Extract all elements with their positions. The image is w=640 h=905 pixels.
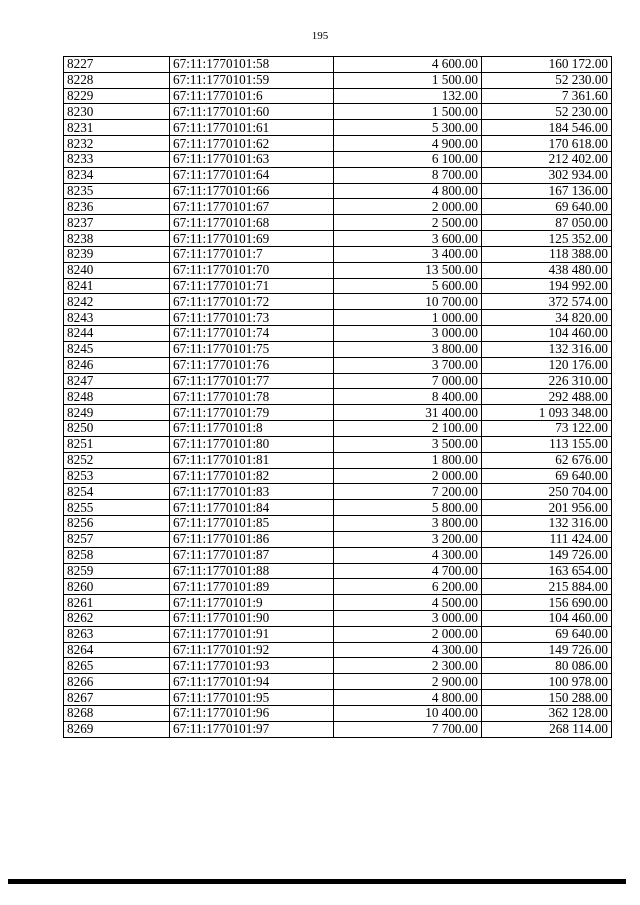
cadastral-number-cell: 67:11:1770101:66 xyxy=(170,183,334,199)
value-cell: 80 086.00 xyxy=(482,658,612,674)
table-row xyxy=(64,120,612,136)
value-cell: 1 093 348.00 xyxy=(482,405,612,421)
bottom-rule xyxy=(8,879,626,884)
cadastral-number-cell: 67:11:1770101:77 xyxy=(170,373,334,389)
table-row xyxy=(64,294,612,310)
cadastral-number-cell: 67:11:1770101:94 xyxy=(170,674,334,690)
cadastral-number-cell: 67:11:1770101:69 xyxy=(170,231,334,247)
value-cell: 87 050.00 xyxy=(482,215,612,231)
cadastral-number-cell: 67:11:1770101:63 xyxy=(170,151,334,167)
cadastral-number-cell: 67:11:1770101:60 xyxy=(170,104,334,120)
area-cell: 3 800.00 xyxy=(334,516,482,532)
table-row xyxy=(64,721,612,737)
table-row xyxy=(64,690,612,706)
cadastral-number-cell: 67:11:1770101:89 xyxy=(170,579,334,595)
value-cell: 113 155.00 xyxy=(482,436,612,452)
value-cell: 170 618.00 xyxy=(482,136,612,152)
table-row xyxy=(64,452,612,468)
area-cell: 3 800.00 xyxy=(334,341,482,357)
area-cell: 8 700.00 xyxy=(334,167,482,183)
cadastral-number-cell: 67:11:1770101:95 xyxy=(170,690,334,706)
value-cell: 104 460.00 xyxy=(482,326,612,342)
cadastral-number-cell: 67:11:1770101:92 xyxy=(170,642,334,658)
area-cell: 2 300.00 xyxy=(334,658,482,674)
row-number-cell: 8235 xyxy=(64,183,170,199)
value-cell: 73 122.00 xyxy=(482,421,612,437)
value-cell: 7 361.60 xyxy=(482,88,612,104)
area-cell: 7 700.00 xyxy=(334,721,482,737)
area-cell: 13 500.00 xyxy=(334,262,482,278)
value-cell: 184 546.00 xyxy=(482,120,612,136)
value-cell: 250 704.00 xyxy=(482,484,612,500)
table-row xyxy=(64,262,612,278)
row-number-cell: 8251 xyxy=(64,436,170,452)
area-cell: 3 500.00 xyxy=(334,436,482,452)
cadastral-number-cell: 67:11:1770101:64 xyxy=(170,167,334,183)
table-row xyxy=(64,595,612,611)
row-number-cell: 8260 xyxy=(64,579,170,595)
table-row xyxy=(64,500,612,516)
value-cell: 438 480.00 xyxy=(482,262,612,278)
row-number-cell: 8268 xyxy=(64,705,170,721)
value-cell: 120 176.00 xyxy=(482,357,612,373)
table-row xyxy=(64,136,612,152)
value-cell: 132 316.00 xyxy=(482,341,612,357)
value-cell: 149 726.00 xyxy=(482,547,612,563)
table-row xyxy=(64,642,612,658)
row-number-cell: 8262 xyxy=(64,610,170,626)
table-body xyxy=(64,57,612,738)
row-number-cell: 8269 xyxy=(64,721,170,737)
cadastral-number-cell: 67:11:1770101:74 xyxy=(170,326,334,342)
value-cell: 372 574.00 xyxy=(482,294,612,310)
row-number-cell: 8243 xyxy=(64,310,170,326)
table-row xyxy=(64,389,612,405)
area-cell: 31 400.00 xyxy=(334,405,482,421)
cadastral-number-cell: 67:11:1770101:79 xyxy=(170,405,334,421)
area-cell: 3 700.00 xyxy=(334,357,482,373)
cadastral-number-cell: 67:11:1770101:7 xyxy=(170,246,334,262)
cadastral-number-cell: 67:11:1770101:72 xyxy=(170,294,334,310)
area-cell: 1 500.00 xyxy=(334,72,482,88)
area-cell: 5 800.00 xyxy=(334,500,482,516)
row-number-cell: 8250 xyxy=(64,421,170,437)
page-number: 195 xyxy=(311,30,329,42)
area-cell: 10 400.00 xyxy=(334,705,482,721)
cadastral-number-cell: 67:11:1770101:67 xyxy=(170,199,334,215)
row-number-cell: 8254 xyxy=(64,484,170,500)
row-number-cell: 8231 xyxy=(64,120,170,136)
row-number-cell: 8227 xyxy=(64,57,170,73)
area-cell: 3 000.00 xyxy=(334,610,482,626)
area-cell: 4 600.00 xyxy=(334,57,482,73)
cadastral-number-cell: 67:11:1770101:58 xyxy=(170,57,334,73)
area-cell: 2 000.00 xyxy=(334,468,482,484)
cadastral-number-cell: 67:11:1770101:61 xyxy=(170,120,334,136)
row-number-cell: 8233 xyxy=(64,151,170,167)
table-row xyxy=(64,547,612,563)
row-number-cell: 8229 xyxy=(64,88,170,104)
value-cell: 104 460.00 xyxy=(482,610,612,626)
cadastral-number-cell: 67:11:1770101:91 xyxy=(170,626,334,642)
cadastral-number-cell: 67:11:1770101:9 xyxy=(170,595,334,611)
cadastral-number-cell: 67:11:1770101:85 xyxy=(170,516,334,532)
row-number-cell: 8230 xyxy=(64,104,170,120)
row-number-cell: 8242 xyxy=(64,294,170,310)
row-number-cell: 8249 xyxy=(64,405,170,421)
table-row xyxy=(64,341,612,357)
value-cell: 34 820.00 xyxy=(482,310,612,326)
value-cell: 62 676.00 xyxy=(482,452,612,468)
cadastral-number-cell: 67:11:1770101:87 xyxy=(170,547,334,563)
table-row xyxy=(64,104,612,120)
table-row xyxy=(64,531,612,547)
value-cell: 167 136.00 xyxy=(482,183,612,199)
value-cell: 302 934.00 xyxy=(482,167,612,183)
value-cell: 69 640.00 xyxy=(482,199,612,215)
table-row xyxy=(64,215,612,231)
row-number-cell: 8247 xyxy=(64,373,170,389)
row-number-cell: 8263 xyxy=(64,626,170,642)
value-cell: 268 114.00 xyxy=(482,721,612,737)
row-number-cell: 8238 xyxy=(64,231,170,247)
cadastral-number-cell: 67:11:1770101:84 xyxy=(170,500,334,516)
row-number-cell: 8237 xyxy=(64,215,170,231)
row-number-cell: 8266 xyxy=(64,674,170,690)
value-cell: 118 388.00 xyxy=(482,246,612,262)
table-row xyxy=(64,57,612,73)
cadastral-number-cell: 67:11:1770101:68 xyxy=(170,215,334,231)
table-row xyxy=(64,674,612,690)
area-cell: 4 800.00 xyxy=(334,183,482,199)
area-cell: 3 200.00 xyxy=(334,531,482,547)
value-cell: 125 352.00 xyxy=(482,231,612,247)
value-cell: 201 956.00 xyxy=(482,500,612,516)
row-number-cell: 8265 xyxy=(64,658,170,674)
table-row xyxy=(64,484,612,500)
cadastral-number-cell: 67:11:1770101:86 xyxy=(170,531,334,547)
value-cell: 52 230.00 xyxy=(482,104,612,120)
cadastral-number-cell: 67:11:1770101:76 xyxy=(170,357,334,373)
area-cell: 7 200.00 xyxy=(334,484,482,500)
value-cell: 132 316.00 xyxy=(482,516,612,532)
area-cell: 2 000.00 xyxy=(334,626,482,642)
area-cell: 4 800.00 xyxy=(334,690,482,706)
table-row xyxy=(64,405,612,421)
row-number-cell: 8264 xyxy=(64,642,170,658)
table-row xyxy=(64,626,612,642)
area-cell: 2 500.00 xyxy=(334,215,482,231)
value-cell: 149 726.00 xyxy=(482,642,612,658)
row-number-cell: 8244 xyxy=(64,326,170,342)
area-cell: 7 000.00 xyxy=(334,373,482,389)
value-cell: 111 424.00 xyxy=(482,531,612,547)
cadastral-number-cell: 67:11:1770101:88 xyxy=(170,563,334,579)
row-number-cell: 8258 xyxy=(64,547,170,563)
row-number-cell: 8255 xyxy=(64,500,170,516)
table-row xyxy=(64,326,612,342)
row-number-cell: 8259 xyxy=(64,563,170,579)
area-cell: 3 000.00 xyxy=(334,326,482,342)
row-number-cell: 8236 xyxy=(64,199,170,215)
value-cell: 160 172.00 xyxy=(482,57,612,73)
cadastral-number-cell: 67:11:1770101:70 xyxy=(170,262,334,278)
row-number-cell: 8246 xyxy=(64,357,170,373)
row-number-cell: 8232 xyxy=(64,136,170,152)
cadastral-number-cell: 67:11:1770101:6 xyxy=(170,88,334,104)
value-cell: 163 654.00 xyxy=(482,563,612,579)
table-row xyxy=(64,231,612,247)
row-number-cell: 8257 xyxy=(64,531,170,547)
row-number-cell: 8248 xyxy=(64,389,170,405)
table-row xyxy=(64,705,612,721)
cadastral-number-cell: 67:11:1770101:75 xyxy=(170,341,334,357)
area-cell: 2 000.00 xyxy=(334,199,482,215)
area-cell: 1 500.00 xyxy=(334,104,482,120)
value-cell: 156 690.00 xyxy=(482,595,612,611)
row-number-cell: 8253 xyxy=(64,468,170,484)
area-cell: 2 900.00 xyxy=(334,674,482,690)
table-row xyxy=(64,516,612,532)
table-row xyxy=(64,436,612,452)
cadastral-number-cell: 67:11:1770101:97 xyxy=(170,721,334,737)
area-cell: 132.00 xyxy=(334,88,482,104)
cadastral-number-cell: 67:11:1770101:73 xyxy=(170,310,334,326)
table-row xyxy=(64,167,612,183)
table-row xyxy=(64,373,612,389)
value-cell: 52 230.00 xyxy=(482,72,612,88)
row-number-cell: 8252 xyxy=(64,452,170,468)
row-number-cell: 8234 xyxy=(64,167,170,183)
cadastral-table xyxy=(63,56,612,738)
area-cell: 5 600.00 xyxy=(334,278,482,294)
area-cell: 4 700.00 xyxy=(334,563,482,579)
table-row xyxy=(64,278,612,294)
cadastral-number-cell: 67:11:1770101:96 xyxy=(170,705,334,721)
row-number-cell: 8228 xyxy=(64,72,170,88)
cadastral-number-cell: 67:11:1770101:82 xyxy=(170,468,334,484)
area-cell: 4 900.00 xyxy=(334,136,482,152)
area-cell: 2 100.00 xyxy=(334,421,482,437)
value-cell: 69 640.00 xyxy=(482,626,612,642)
table-row xyxy=(64,421,612,437)
area-cell: 6 100.00 xyxy=(334,151,482,167)
cadastral-number-cell: 67:11:1770101:78 xyxy=(170,389,334,405)
value-cell: 69 640.00 xyxy=(482,468,612,484)
cadastral-number-cell: 67:11:1770101:80 xyxy=(170,436,334,452)
area-cell: 10 700.00 xyxy=(334,294,482,310)
row-number-cell: 8240 xyxy=(64,262,170,278)
cadastral-number-cell: 67:11:1770101:81 xyxy=(170,452,334,468)
table-row xyxy=(64,151,612,167)
cadastral-number-cell: 67:11:1770101:59 xyxy=(170,72,334,88)
value-cell: 292 488.00 xyxy=(482,389,612,405)
cadastral-number-cell: 67:11:1770101:90 xyxy=(170,610,334,626)
row-number-cell: 8245 xyxy=(64,341,170,357)
row-number-cell: 8239 xyxy=(64,246,170,262)
row-number-cell: 8256 xyxy=(64,516,170,532)
row-number-cell: 8241 xyxy=(64,278,170,294)
table-row xyxy=(64,357,612,373)
table-row xyxy=(64,563,612,579)
value-cell: 362 128.00 xyxy=(482,705,612,721)
table-row xyxy=(64,610,612,626)
cadastral-number-cell: 67:11:1770101:62 xyxy=(170,136,334,152)
table-row xyxy=(64,658,612,674)
cadastral-number-cell: 67:11:1770101:93 xyxy=(170,658,334,674)
table-row xyxy=(64,310,612,326)
table-row xyxy=(64,88,612,104)
value-cell: 226 310.00 xyxy=(482,373,612,389)
area-cell: 4 500.00 xyxy=(334,595,482,611)
area-cell: 3 600.00 xyxy=(334,231,482,247)
cadastral-number-cell: 67:11:1770101:8 xyxy=(170,421,334,437)
table-row xyxy=(64,468,612,484)
area-cell: 4 300.00 xyxy=(334,642,482,658)
value-cell: 215 884.00 xyxy=(482,579,612,595)
area-cell: 8 400.00 xyxy=(334,389,482,405)
table-row xyxy=(64,199,612,215)
area-cell: 1 800.00 xyxy=(334,452,482,468)
value-cell: 212 402.00 xyxy=(482,151,612,167)
table-row xyxy=(64,579,612,595)
value-cell: 100 978.00 xyxy=(482,674,612,690)
cadastral-number-cell: 67:11:1770101:71 xyxy=(170,278,334,294)
area-cell: 4 300.00 xyxy=(334,547,482,563)
cadastral-number-cell: 67:11:1770101:83 xyxy=(170,484,334,500)
table-row xyxy=(64,183,612,199)
area-cell: 6 200.00 xyxy=(334,579,482,595)
area-cell: 3 400.00 xyxy=(334,246,482,262)
row-number-cell: 8261 xyxy=(64,595,170,611)
value-cell: 150 288.00 xyxy=(482,690,612,706)
value-cell: 194 992.00 xyxy=(482,278,612,294)
table-row xyxy=(64,246,612,262)
row-number-cell: 8267 xyxy=(64,690,170,706)
area-cell: 5 300.00 xyxy=(334,120,482,136)
area-cell: 1 000.00 xyxy=(334,310,482,326)
table-row xyxy=(64,72,612,88)
